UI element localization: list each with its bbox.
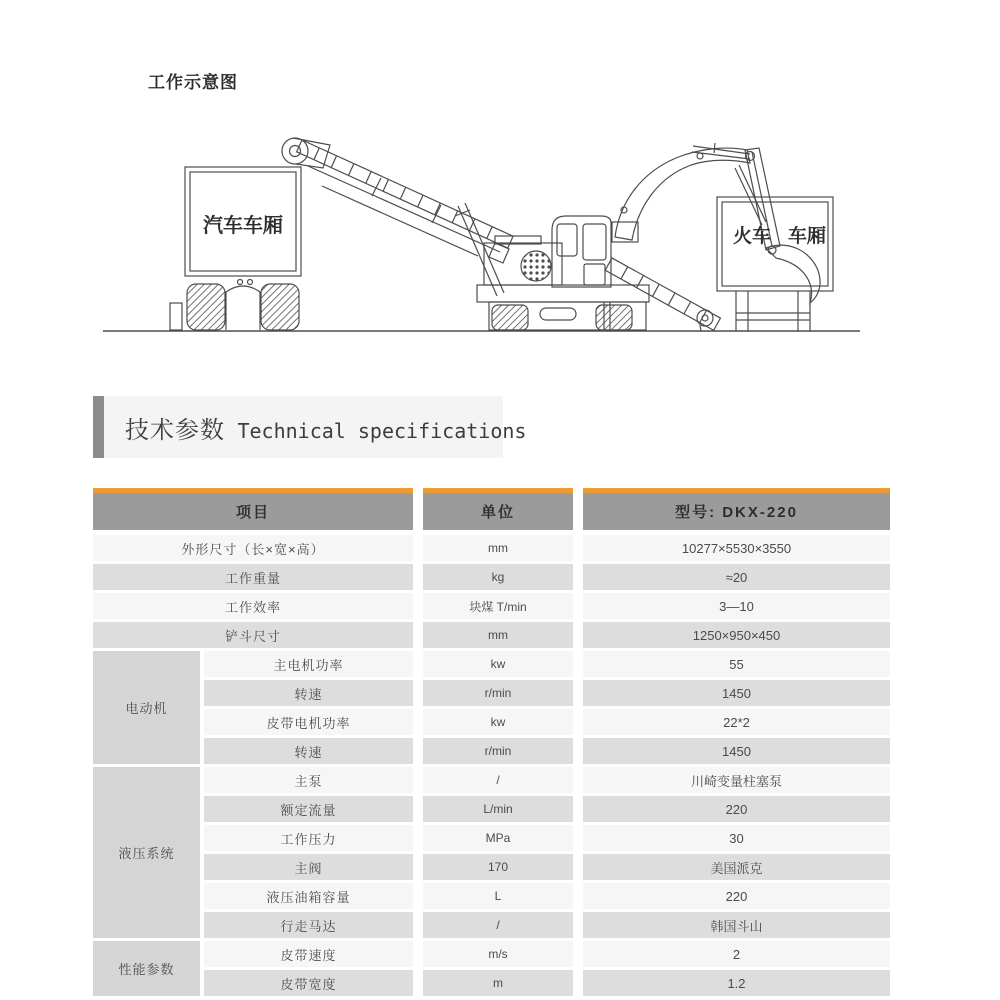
table-row bbox=[93, 535, 890, 561]
table-row bbox=[204, 883, 890, 909]
cell-value: 220 bbox=[583, 796, 890, 822]
truck-carriage-label: 汽车车厢 bbox=[203, 215, 283, 237]
group-label: 性能参数 bbox=[93, 941, 200, 996]
table-header bbox=[93, 488, 890, 530]
cell-unit: 块煤 T/min bbox=[423, 593, 573, 619]
table-row bbox=[204, 767, 890, 793]
section-header-text bbox=[125, 410, 526, 445]
cell-unit: mm bbox=[423, 622, 573, 648]
table-section bbox=[93, 535, 890, 651]
group-label: 电动机 bbox=[93, 651, 200, 764]
spec-table bbox=[93, 488, 890, 999]
cell-unit: / bbox=[423, 912, 573, 938]
cell-value: 1.2 bbox=[583, 970, 890, 996]
working-diagram bbox=[90, 100, 890, 350]
cell-value: 22*2 bbox=[583, 709, 890, 735]
cell-value: ≈20 bbox=[583, 564, 890, 590]
table-section bbox=[93, 941, 890, 999]
cell-value: 川崎变量柱塞泵 bbox=[583, 767, 890, 793]
cell-unit: L/min bbox=[423, 796, 573, 822]
table-row bbox=[93, 622, 890, 648]
cell-value: 30 bbox=[583, 825, 890, 851]
cell-unit: L bbox=[423, 883, 573, 909]
truck-carriage bbox=[170, 167, 301, 330]
cell-item: 工作重量 bbox=[93, 564, 413, 590]
page-title: 工作示意图 bbox=[148, 73, 238, 92]
cell-item: 转速 bbox=[204, 738, 413, 764]
section-rows bbox=[204, 941, 890, 999]
cell-item: 额定流量 bbox=[204, 796, 413, 822]
cell-unit: kw bbox=[423, 709, 573, 735]
table-row bbox=[93, 564, 890, 590]
cell-unit: kw bbox=[423, 651, 573, 677]
cell-item: 行走马达 bbox=[204, 912, 413, 938]
table-row bbox=[204, 796, 890, 822]
cell-value: 1250×950×450 bbox=[583, 622, 890, 648]
cell-value: 220 bbox=[583, 883, 890, 909]
table-row bbox=[204, 651, 890, 677]
section-title-en: Technical specifications bbox=[237, 418, 527, 443]
header-col-item: 项目 bbox=[93, 488, 413, 530]
machine-body bbox=[477, 216, 649, 330]
cell-value: 1450 bbox=[583, 680, 890, 706]
table-row bbox=[204, 709, 890, 735]
cell-item: 主阀 bbox=[204, 854, 413, 880]
table-row bbox=[204, 854, 890, 880]
train-carriage-label-left: 火车 bbox=[732, 226, 772, 247]
table-row bbox=[204, 941, 890, 967]
table-body bbox=[93, 535, 890, 999]
cell-unit: / bbox=[423, 767, 573, 793]
train-carriage bbox=[717, 197, 833, 331]
table-row bbox=[93, 593, 890, 619]
cell-unit: mm bbox=[423, 535, 573, 561]
section-rows bbox=[204, 767, 890, 941]
header-col-unit: 单位 bbox=[423, 488, 573, 530]
cell-item: 皮带宽度 bbox=[204, 970, 413, 996]
cell-value: 10277×5530×3550 bbox=[583, 535, 890, 561]
table-section bbox=[93, 651, 890, 767]
cell-unit: r/min bbox=[423, 680, 573, 706]
cell-item: 工作效率 bbox=[93, 593, 413, 619]
cell-unit: 170 bbox=[423, 854, 573, 880]
table-row bbox=[204, 912, 890, 938]
cell-item: 皮带速度 bbox=[204, 941, 413, 967]
table-row bbox=[204, 680, 890, 706]
section-header-bar bbox=[93, 396, 104, 458]
cell-unit: MPa bbox=[423, 825, 573, 851]
table-row bbox=[204, 825, 890, 851]
train-carriage-label-right: 车厢 bbox=[787, 226, 827, 247]
cell-item: 皮带电机功率 bbox=[204, 709, 413, 735]
cell-value: 2 bbox=[583, 941, 890, 967]
cell-item: 铲斗尺寸 bbox=[93, 622, 413, 648]
cell-value: 55 bbox=[583, 651, 890, 677]
table-row bbox=[204, 738, 890, 764]
cell-item: 液压油箱容量 bbox=[204, 883, 413, 909]
section-rows bbox=[93, 535, 890, 651]
cell-unit: m bbox=[423, 970, 573, 996]
cell-unit: m/s bbox=[423, 941, 573, 967]
cell-value: 韩国斗山 bbox=[583, 912, 890, 938]
cell-value: 1450 bbox=[583, 738, 890, 764]
main-conveyor bbox=[282, 138, 513, 296]
header-col-model: 型号: DKX-220 bbox=[583, 488, 890, 530]
section-title-cn: 技术参数 bbox=[125, 416, 225, 444]
section-rows bbox=[204, 651, 890, 767]
cell-item: 转速 bbox=[204, 680, 413, 706]
table-row bbox=[204, 970, 890, 996]
table-section bbox=[93, 767, 890, 941]
cell-unit: kg bbox=[423, 564, 573, 590]
cell-unit: r/min bbox=[423, 738, 573, 764]
cell-item: 主泵 bbox=[204, 767, 413, 793]
cell-item: 主电机功率 bbox=[204, 651, 413, 677]
group-label: 液压系统 bbox=[93, 767, 200, 938]
cell-item: 工作压力 bbox=[204, 825, 413, 851]
cell-item: 外形尺寸（长×宽×高） bbox=[93, 535, 413, 561]
cell-value: 3—10 bbox=[583, 593, 890, 619]
section-header bbox=[93, 396, 527, 458]
cell-value: 美国派克 bbox=[583, 854, 890, 880]
